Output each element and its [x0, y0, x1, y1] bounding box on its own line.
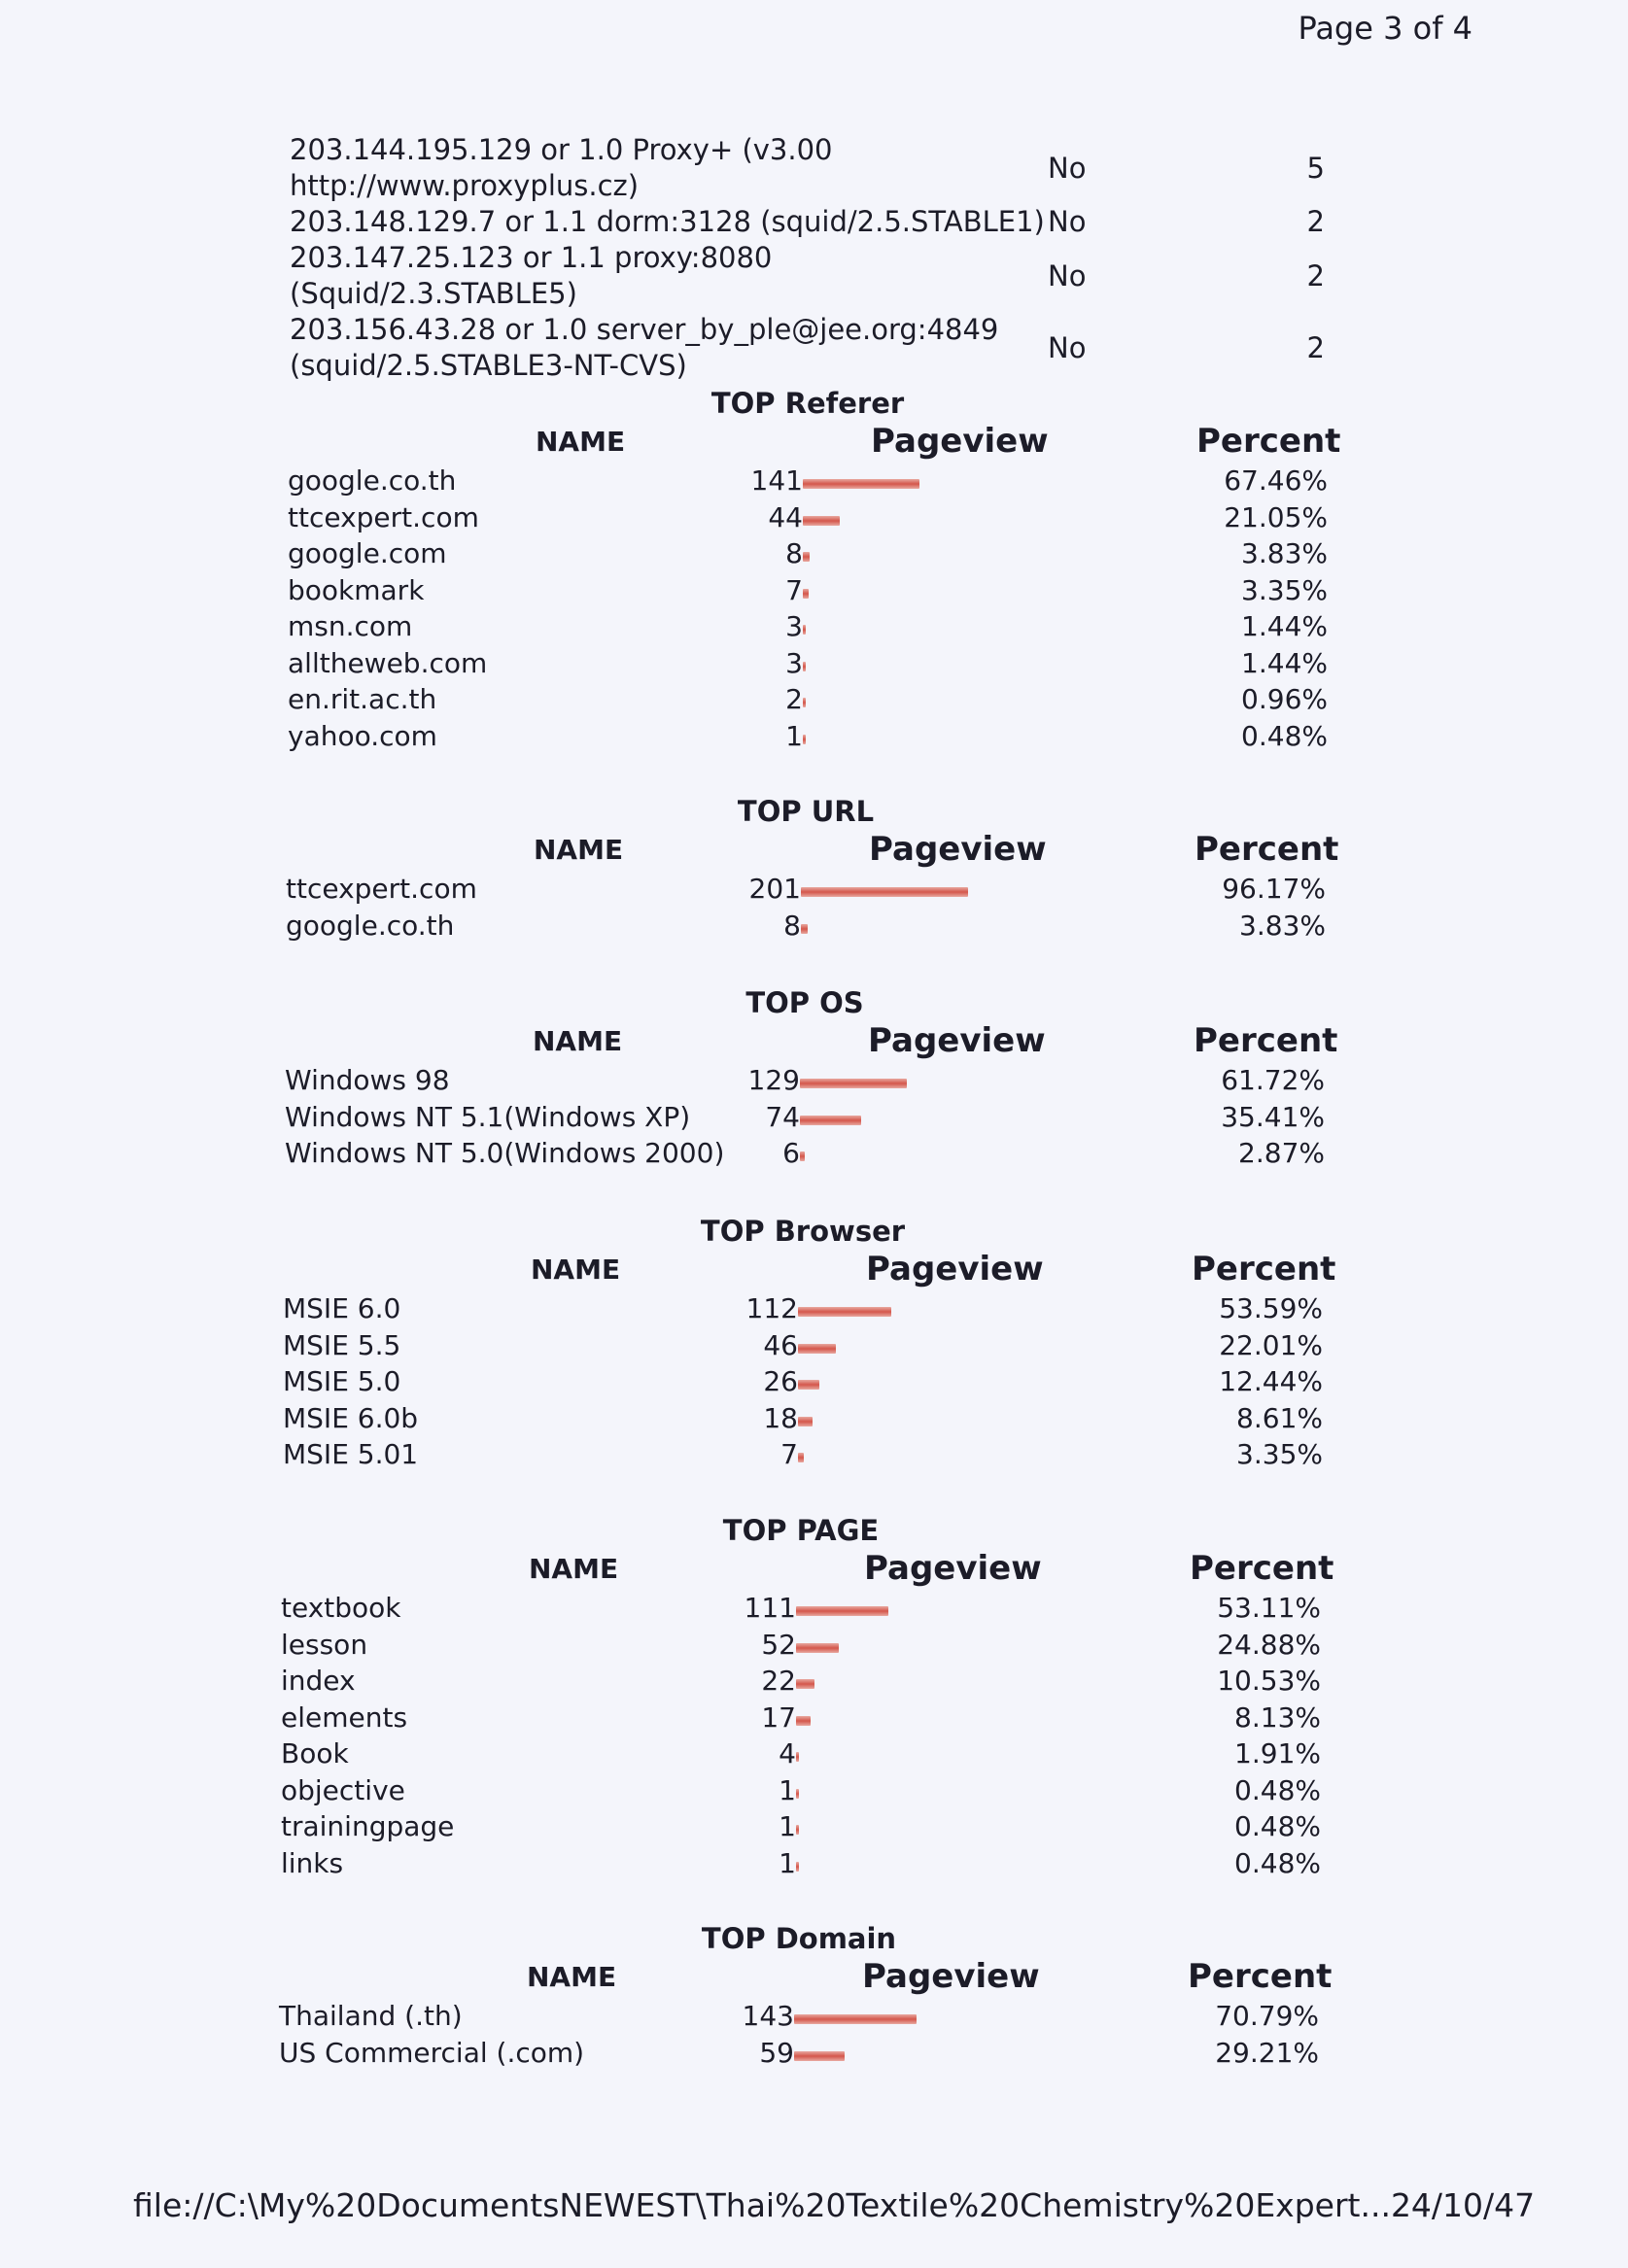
page-number: Page 3 of 4 [1298, 10, 1472, 47]
row-name: MSIE 6.0 [283, 1292, 401, 1324]
row-percent: 0.48% [1234, 1773, 1321, 1806]
pageview-bar [796, 1752, 799, 1762]
stats-row [281, 1774, 1321, 1811]
stats-row [285, 1101, 1325, 1138]
row-name: MSIE 5.5 [283, 1328, 401, 1361]
row-name: objective [281, 1773, 405, 1806]
pageview-bar [803, 479, 919, 489]
row-name: msn.com [288, 610, 413, 642]
row-name: bookmark [288, 573, 425, 606]
row-percent: 3.35% [1241, 573, 1328, 606]
row-name: ttcexpert.com [288, 500, 479, 533]
row-name: Thailand (.th) [279, 2000, 463, 2032]
row-name: alltheweb.com [288, 646, 488, 679]
row-percent: 1.91% [1234, 1737, 1321, 1770]
row-name: Windows NT 5.0(Windows 2000) [285, 1137, 725, 1169]
percent-column-header: Percent [1190, 1549, 1334, 1588]
pageview-bar [800, 1116, 861, 1125]
name-column-header: NAME [527, 1961, 617, 1993]
row-pageview: 141 [750, 464, 803, 497]
row-name: google.com [288, 537, 447, 569]
stats-row [288, 537, 1328, 574]
row-pageview: 74 [765, 1100, 800, 1133]
row-name: yahoo.com [288, 719, 437, 752]
stats-rows [279, 2000, 1319, 2073]
row-percent: 53.11% [1217, 1592, 1321, 1624]
percent-column-header: Percent [1196, 422, 1341, 461]
proxy-flag: No [1048, 151, 1087, 185]
row-name: textbook [281, 1592, 401, 1624]
row-pageview: 46 [763, 1328, 798, 1361]
row-percent: 1.44% [1241, 646, 1328, 679]
section-title: TOP Browser [700, 1215, 906, 1248]
pageview-bar [794, 2014, 917, 2024]
pageview-bar [794, 2051, 845, 2061]
pageview-bar [798, 1380, 819, 1390]
row-pageview: 7 [780, 1438, 798, 1470]
pageview-bar [796, 1643, 839, 1653]
pageview-bar [796, 1606, 888, 1616]
row-percent: 53.59% [1219, 1292, 1323, 1324]
stats-rows [288, 464, 1328, 756]
pageview-bar [801, 924, 808, 934]
stats-row [286, 910, 1326, 946]
proxy-address [290, 312, 1048, 384]
section-title: TOP PAGE [722, 1514, 880, 1547]
name-column-header: NAME [533, 1025, 623, 1057]
row-name: google.co.th [286, 909, 455, 942]
row-name: lesson [281, 1628, 368, 1661]
pageview-bar [803, 735, 806, 744]
column-header-row [281, 1549, 1334, 1590]
row-percent: 2.87% [1238, 1137, 1325, 1169]
row-name: elements [281, 1701, 408, 1734]
stats-rows [286, 873, 1326, 945]
stats-row [283, 1438, 1323, 1475]
pageview-column-header: Pageview [869, 830, 1047, 869]
row-name: links [281, 1846, 344, 1879]
row-pageview: 17 [761, 1701, 796, 1734]
row-percent: 24.88% [1217, 1628, 1321, 1661]
row-pageview: 143 [742, 2000, 794, 2032]
name-column-header: NAME [531, 1254, 621, 1286]
pageview-bar [796, 1825, 799, 1835]
row-name: google.co.th [288, 464, 457, 497]
row-percent: 35.41% [1221, 1100, 1325, 1133]
proxy-flag: No [1048, 258, 1087, 292]
stats-row [281, 1665, 1321, 1701]
row-name: Book [281, 1737, 349, 1770]
row-percent: 0.48% [1234, 1846, 1321, 1879]
row-pageview: 1 [779, 1810, 796, 1842]
stats-row [281, 1592, 1321, 1629]
row-pageview: 44 [768, 500, 803, 533]
proxy-flag: No [1048, 205, 1087, 238]
row-pageview: 1 [779, 1846, 796, 1879]
row-name: trainingpage [281, 1810, 455, 1842]
row-percent: 3.83% [1239, 909, 1326, 942]
row-pageview: 3 [785, 646, 803, 679]
proxy-row [290, 240, 1339, 312]
pageview-bar [796, 1679, 814, 1689]
stats-row [288, 501, 1328, 538]
row-name: Windows NT 5.1(Windows XP) [285, 1100, 691, 1133]
pageview-bar [798, 1453, 804, 1462]
stats-rows [283, 1292, 1323, 1475]
row-percent: 21.05% [1224, 500, 1328, 533]
pageview-bar [803, 516, 840, 526]
stats-row [288, 683, 1328, 720]
proxy-row [290, 204, 1339, 240]
row-pageview: 59 [759, 2036, 794, 2069]
row-percent: 10.53% [1217, 1665, 1321, 1697]
stats-row [288, 720, 1328, 757]
row-percent: 96.17% [1222, 873, 1326, 905]
percent-column-header: Percent [1194, 1021, 1338, 1060]
row-name: MSIE 5.0 [283, 1365, 401, 1397]
proxy-table [290, 132, 1339, 384]
stats-row [283, 1365, 1323, 1402]
pageview-bar [803, 698, 806, 707]
row-pageview: 8 [783, 909, 801, 942]
row-pageview: 1 [779, 1773, 796, 1806]
stats-row [283, 1292, 1323, 1329]
section-title: TOP URL [737, 795, 875, 828]
pageview-bar [796, 1862, 799, 1872]
proxy-count: 5 [1306, 151, 1325, 185]
proxy-row [290, 312, 1339, 384]
section-title: TOP OS [745, 986, 864, 1019]
percent-column-header: Percent [1195, 830, 1339, 869]
pageview-bar [798, 1307, 891, 1317]
pageview-bar [803, 625, 806, 635]
column-header-row [288, 422, 1341, 463]
stats-row [281, 1810, 1321, 1847]
proxy-flag: No [1048, 330, 1087, 364]
row-name: ttcexpert.com [286, 873, 477, 905]
pageview-column-header: Pageview [868, 1021, 1046, 1060]
row-percent: 0.96% [1241, 683, 1328, 715]
stats-row [281, 1629, 1321, 1666]
pageview-bar [800, 1151, 805, 1161]
row-percent: 8.61% [1236, 1401, 1323, 1434]
row-pageview: 4 [779, 1737, 796, 1770]
stats-row [286, 873, 1326, 910]
stats-row [288, 647, 1328, 684]
stats-rows [285, 1064, 1325, 1174]
stats-rows [281, 1592, 1321, 1883]
row-pageview: 6 [782, 1137, 800, 1169]
pageview-bar [803, 589, 809, 599]
row-pageview: 112 [745, 1292, 798, 1324]
pageview-bar [798, 1344, 836, 1354]
pageview-bar [798, 1417, 813, 1426]
footer-date: 24/10/47 [1390, 2186, 1536, 2224]
proxy-address-line1: 203.156.43.28 or 1.0 server_by_ple@jee.org:4849 [290, 313, 999, 346]
row-pageview: 3 [785, 610, 803, 642]
row-percent: 8.13% [1234, 1701, 1321, 1734]
row-pageview: 201 [748, 873, 801, 905]
row-pageview: 2 [785, 683, 803, 715]
pageview-bar [803, 552, 810, 562]
row-name: en.rit.ac.th [288, 683, 437, 715]
stats-row [281, 1701, 1321, 1738]
pageview-bar [803, 662, 806, 671]
stats-row [288, 464, 1328, 501]
row-percent: 70.79% [1215, 2000, 1319, 2032]
proxy-address [290, 132, 1048, 204]
row-percent: 29.21% [1215, 2036, 1319, 2069]
row-pageview: 18 [763, 1401, 798, 1434]
pageview-bar [800, 1079, 907, 1088]
stats-row [288, 574, 1328, 611]
section-title: TOP Domain [701, 1922, 897, 1955]
row-percent: 61.72% [1221, 1064, 1325, 1096]
proxy-count: 2 [1306, 330, 1325, 364]
row-percent: 3.83% [1241, 537, 1328, 569]
stats-row [285, 1064, 1325, 1101]
row-percent: 67.46% [1224, 464, 1328, 497]
proxy-count: 2 [1306, 258, 1325, 292]
stats-row [279, 2037, 1319, 2074]
footer [133, 2186, 1536, 2224]
column-header-row [279, 1957, 1333, 1998]
pageview-column-header: Pageview [862, 1957, 1040, 1996]
name-column-header: NAME [529, 1553, 619, 1585]
column-header-row [285, 1021, 1338, 1062]
proxy-address-line2: http://www.proxyplus.cz) [290, 169, 640, 202]
proxy-address-line1: 203.148.129.7 or 1.1 dorm:3128 (squid/2.5.STABLE1) [290, 205, 1045, 238]
proxy-address-line2: (squid/2.5.STABLE3-NT-CVS) [290, 349, 687, 382]
row-pageview: 22 [761, 1665, 796, 1697]
row-name: index [281, 1665, 356, 1697]
name-column-header: NAME [534, 834, 624, 866]
pageview-column-header: Pageview [866, 1250, 1044, 1289]
row-pageview: 7 [785, 573, 803, 606]
proxy-row [290, 132, 1339, 204]
proxy-address-line1: 203.147.25.123 or 1.1 proxy:8080 (Squid/2.3.STABLE5) [290, 241, 773, 310]
proxy-address [290, 240, 1048, 312]
proxy-address [290, 204, 1048, 240]
row-pageview: 52 [761, 1628, 796, 1661]
row-name: Windows 98 [285, 1064, 450, 1096]
row-percent: 22.01% [1219, 1328, 1323, 1361]
pageview-column-header: Pageview [864, 1549, 1042, 1588]
stats-row [283, 1329, 1323, 1366]
stats-row [283, 1402, 1323, 1439]
pageview-bar [796, 1789, 799, 1799]
footer-file-path: file://C:\My%20DocumentsNEWEST\Thai%20Textile%20Chemistry%20Expert... [133, 2186, 1391, 2224]
row-percent: 12.44% [1219, 1365, 1323, 1397]
column-header-row [283, 1250, 1336, 1290]
name-column-header: NAME [536, 426, 626, 458]
row-percent: 0.48% [1241, 719, 1328, 752]
proxy-count: 2 [1306, 205, 1325, 238]
row-pageview: 129 [747, 1064, 800, 1096]
stats-row [288, 610, 1328, 647]
stats-row [281, 1737, 1321, 1774]
row-pageview: 26 [763, 1365, 798, 1397]
percent-column-header: Percent [1188, 1957, 1333, 1996]
row-pageview: 1 [785, 719, 803, 752]
proxy-address-line1: 203.144.195.129 or 1.0 Proxy+ (v3.00 [290, 133, 833, 166]
pageview-bar [801, 887, 968, 897]
pageview-column-header: Pageview [871, 422, 1049, 461]
percent-column-header: Percent [1192, 1250, 1336, 1289]
stats-row [279, 2000, 1319, 2037]
row-percent: 0.48% [1234, 1810, 1321, 1842]
section-title: TOP Referer [710, 387, 905, 420]
row-percent: 3.35% [1236, 1438, 1323, 1470]
column-header-row [286, 830, 1339, 871]
stats-row [281, 1847, 1321, 1884]
row-name: MSIE 6.0b [283, 1401, 419, 1434]
row-name: MSIE 5.01 [283, 1438, 419, 1470]
row-percent: 1.44% [1241, 610, 1328, 642]
stats-row [285, 1137, 1325, 1174]
row-pageview: 111 [744, 1592, 796, 1624]
row-pageview: 8 [785, 537, 803, 569]
pageview-bar [796, 1716, 811, 1726]
row-name: US Commercial (.com) [279, 2036, 585, 2069]
